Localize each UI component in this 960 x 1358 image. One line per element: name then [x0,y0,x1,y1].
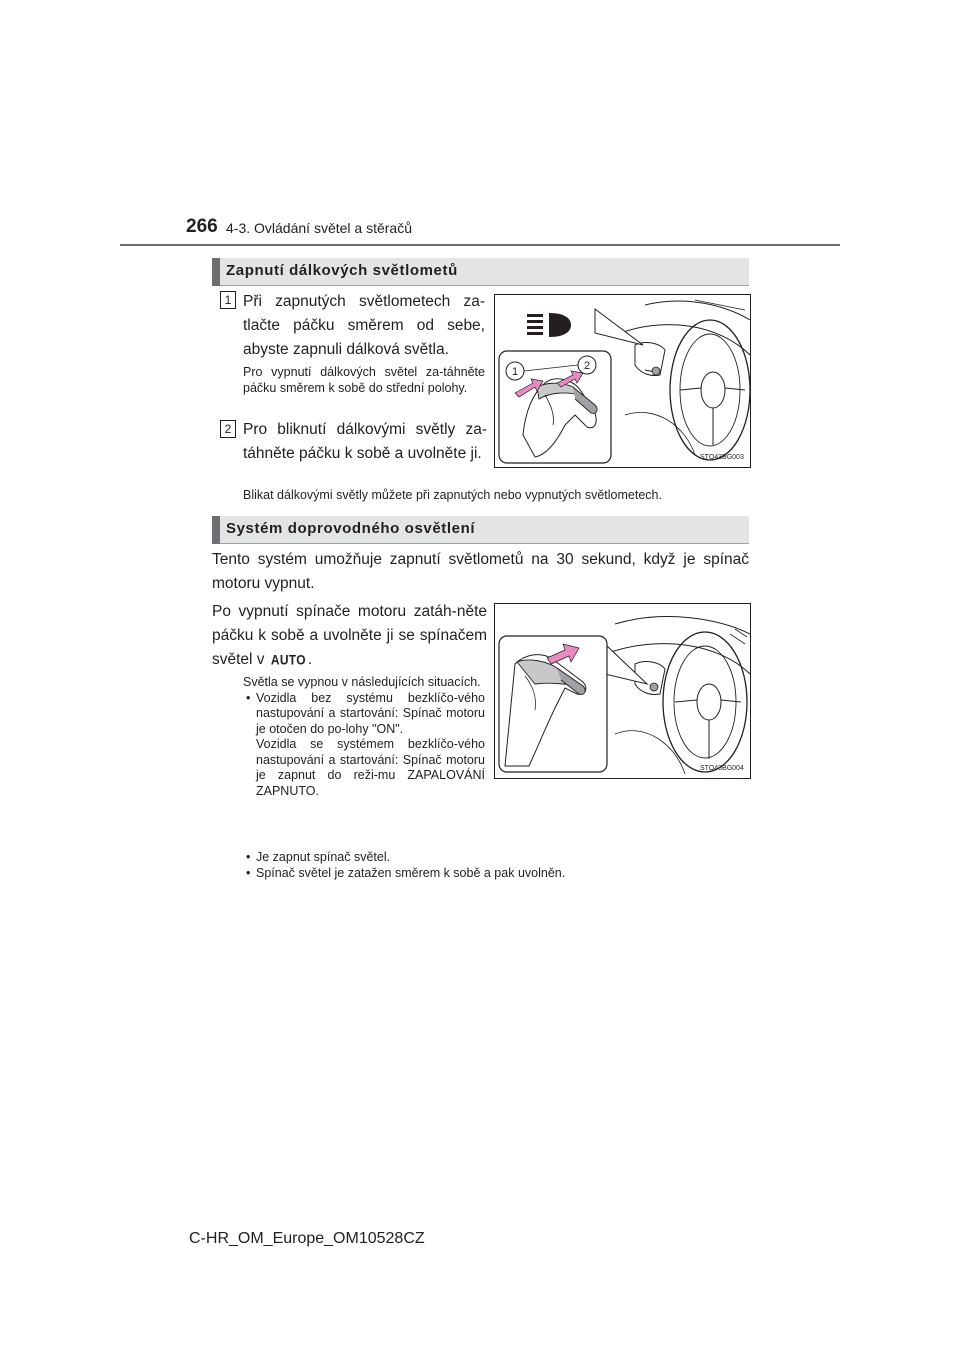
figure-follow-me-home-illustration [495,604,750,778]
list-item: • Vozidla bez systému bezklíčo-vého nastupování a startování: Spínač motoru je otočen do po-lohy "ON". Vozidla se systémem bezklíčo-vého nastupování a startování: Spínač motoru je zapnut do reži-mu ZAPALOVÁNÍ ZAPNUTO. [243,691,485,800]
section-heading-follow-me-home [212,516,749,544]
figure-code: STO43BG003 [700,454,744,461]
step-number-1: 1 [220,291,236,309]
document-id: C-HR_OM_Europe_OM10528CZ [189,1230,425,1247]
callout-1: 1 [511,366,519,378]
step-1-text: Při zapnutých světlometech za-tlačte páčku směrem od sebe, abyste zapnuli dálková světla. [243,293,485,358]
section-heading-high-beam [212,258,749,286]
follow-me-instruction [212,600,487,672]
auto-switch-icon: AUTO [270,651,306,669]
page-number: 266 [186,216,218,237]
lights-off-note-tail [243,850,763,881]
follow-me-intro: Tento systém umožňuje zapnutí světlometů na 30 sekund, když je spínač motoru vypnut. [212,551,749,592]
step-2-text: Pro bliknutí dálkovými světly za-táhněte páčku k sobě a uvolněte ji. [243,421,487,462]
figure-high-beam-lever [494,294,751,468]
section-heading-bar [212,258,220,286]
section-heading-text: Zapnutí dálkových světlometů [226,262,458,279]
list-item: • Spínač světel je zatažen směrem k sobě a pak uvolněn. [243,866,763,882]
instruction-end: . [307,651,313,668]
lights-off-intro: Světla se vypnou v následujících situacích. [243,675,481,689]
section-heading-text: Systém doprovodného osvětlení [226,520,476,537]
step-number-2: 2 [220,420,236,438]
list-item-extra: Vozidla se systémem bezklíčo-vého nastupování a startování: Spínač motoru je zapnut do reži-mu ZAPALOVÁNÍ ZAPNUTO. [256,737,485,798]
running-head: 4-3. Ovládání světel a stěračů [226,220,412,236]
callout-2: 2 [583,360,591,372]
figure-high-beam-illustration [495,295,750,467]
section-heading-bar [212,516,220,544]
figure-follow-me-home-lever [494,603,751,779]
list-item: • Je zapnut spínač světel. [243,850,763,866]
instruction-text: Po vypnutí spínače motoru zatáh-něte páčku k sobě a uvolněte ji se spínačem světel v [212,603,487,668]
flash-note: Blikat dálkovými světly můžete při zapnutých nebo vypnutých světlometech. [243,488,662,502]
step-1-note: Pro vypnutí dálkových světel za-táhněte páčku směrem k sobě do střední polohy. [243,365,485,395]
header-rule [120,244,840,246]
lights-off-note [243,675,485,799]
figure-code: STO43BG004 [700,765,744,772]
